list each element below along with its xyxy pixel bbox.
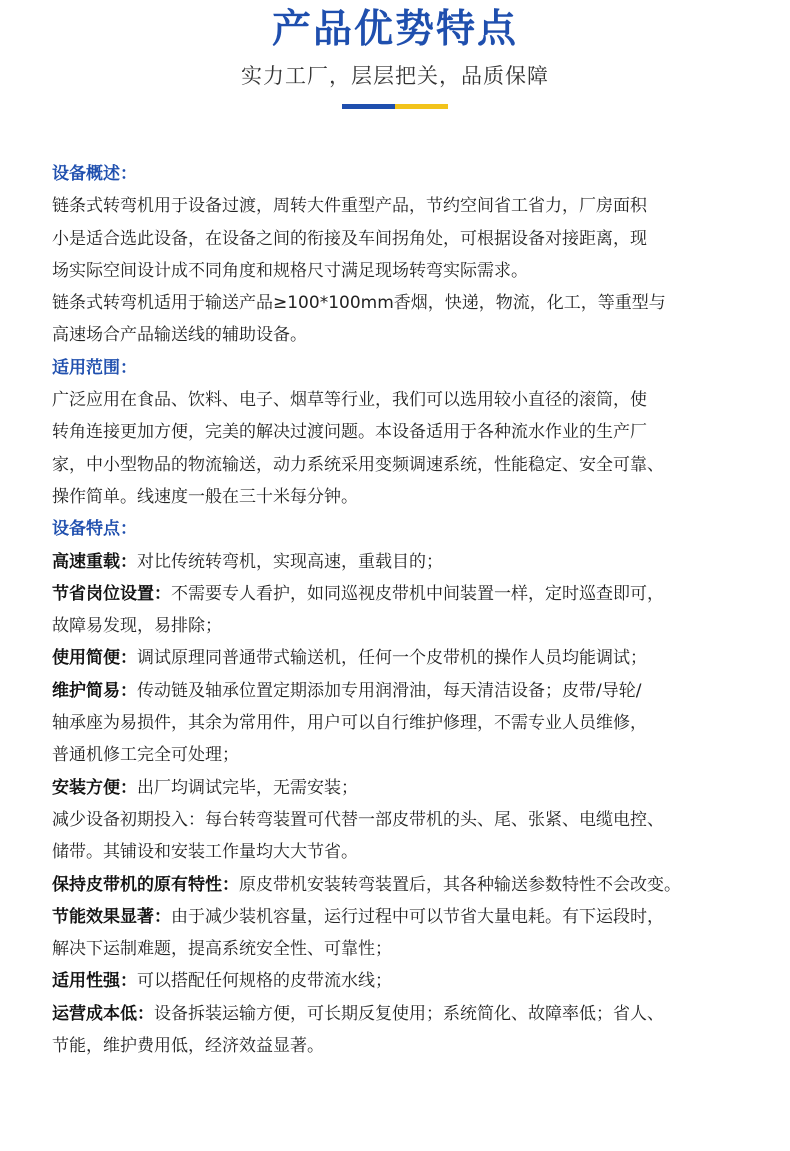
scope-line: 家，中小型物品的物流输送，动力系统采用变频调速系统，性能稳定、安全可靠、: [52, 454, 664, 475]
feature-item: [52, 546, 784, 578]
feature-label: 高速重载：: [52, 551, 137, 572]
feature-item: [52, 965, 784, 997]
overview-body: [52, 190, 784, 351]
feature-label: 使用简便：: [52, 648, 137, 669]
feature-label: 维护简易：: [52, 680, 137, 701]
feature-text: 传动链及轴承位置定期添加专用润滑油，每天清洁设备；皮带/导轮/: [137, 680, 642, 701]
feature-continuation: 普通机修工完全可处理；: [52, 745, 239, 766]
overview-line: 链条式转弯机用于设备过渡，周转大件重型产品，节约空间省工省力，厂房面积: [52, 196, 647, 217]
feature-text: 原皮带机安装转弯装置后，其各种输送参数特性不会改变。: [239, 874, 681, 895]
features-heading: 设备特点：: [52, 519, 137, 540]
feature-continuation: 故障易发现，易排除；: [52, 616, 222, 637]
feature-item: [52, 578, 784, 610]
feature-text: 设备拆装运输方便，可长期反复使用；系统简化、故障率低；省人、: [154, 1003, 664, 1024]
content: [52, 158, 784, 1062]
feature-continuation: 减少设备初期投入：每台转弯装置可代替一部皮带机的头、尾、张紧、电缆电控、: [52, 809, 664, 830]
feature-item: [52, 869, 784, 901]
feature-item: [52, 675, 784, 707]
feature-label: 安装方便：: [52, 777, 137, 798]
feature-text: 出厂均调试完毕，无需安装；: [137, 777, 358, 798]
scope-line: 转角连接更加方便，完美的解决过渡问题。本设备适用于各种流水作业的生产厂: [52, 422, 647, 443]
features-list: [52, 546, 784, 1063]
feature-label: 保持皮带机的原有特性：: [52, 874, 239, 895]
feature-text: 由于减少装机容量，运行过程中可以节省大量电耗。有下运段时，: [171, 906, 664, 927]
feature-continuation: 储带。其铺设和安装工作量均大大节省。: [52, 842, 358, 863]
feature-item: [52, 772, 784, 804]
feature-item: [52, 998, 784, 1030]
scope-heading: 适用范围：: [52, 357, 137, 378]
overview-line: 小是适合选此设备，在设备之间的衔接及车间拐角处，可根据设备对接距离，现: [52, 228, 647, 249]
page-subtitle: 实力工厂，层层把关，品质保障: [241, 64, 549, 88]
title-underline-yellow: [395, 104, 448, 109]
feature-label: 节能效果显著：: [52, 906, 171, 927]
overview-line: 链条式转弯机适用于输送产品≥100*100mm香烟，快递，物流，化工，等重型与: [52, 293, 666, 314]
feature-continuation: 轴承座为易损件，其余为常用件，用户可以自行维护修理，不需专业人员维修，: [52, 713, 647, 734]
feature-text: 对比传统转弯机，实现高速，重载目的；: [137, 551, 443, 572]
feature-item: [52, 642, 784, 674]
page-title: 产品优势特点: [271, 7, 518, 52]
scope-line: 广泛应用在食品、饮料、电子、烟草等行业，我们可以选用较小直径的滚筒，使: [52, 390, 647, 411]
overview-line: 场实际空间设计成不同角度和规格尺寸满足现场转弯实际需求。: [52, 260, 528, 281]
feature-label: 适用性强：: [52, 971, 137, 992]
feature-label: 节省岗位设置：: [52, 583, 171, 604]
feature-text: 可以搭配任何规格的皮带流水线；: [137, 971, 392, 992]
feature-continuation: 节能，维护费用低，经济效益显著。: [52, 1036, 324, 1057]
title-underline-blue: [342, 104, 395, 109]
feature-text: 调试原理同普通带式输送机，任何一个皮带机的操作人员均能调试；: [137, 648, 647, 669]
feature-text: 不需要专人看护，如同巡视皮带机中间装置一样，定时巡查即可，: [171, 583, 664, 604]
overview-heading: 设备概述：: [52, 164, 137, 184]
feature-continuation: 解决下运制难题，提高系统安全性、可靠性；: [52, 939, 392, 960]
feature-label: 运营成本低：: [52, 1003, 154, 1024]
overview-line: 高速场合产品输送线的辅助设备。: [52, 325, 307, 346]
scope-line: 操作简单。线速度一般在三十米每分钟。: [52, 486, 358, 507]
scope-body: [52, 384, 784, 513]
feature-item: [52, 901, 784, 933]
